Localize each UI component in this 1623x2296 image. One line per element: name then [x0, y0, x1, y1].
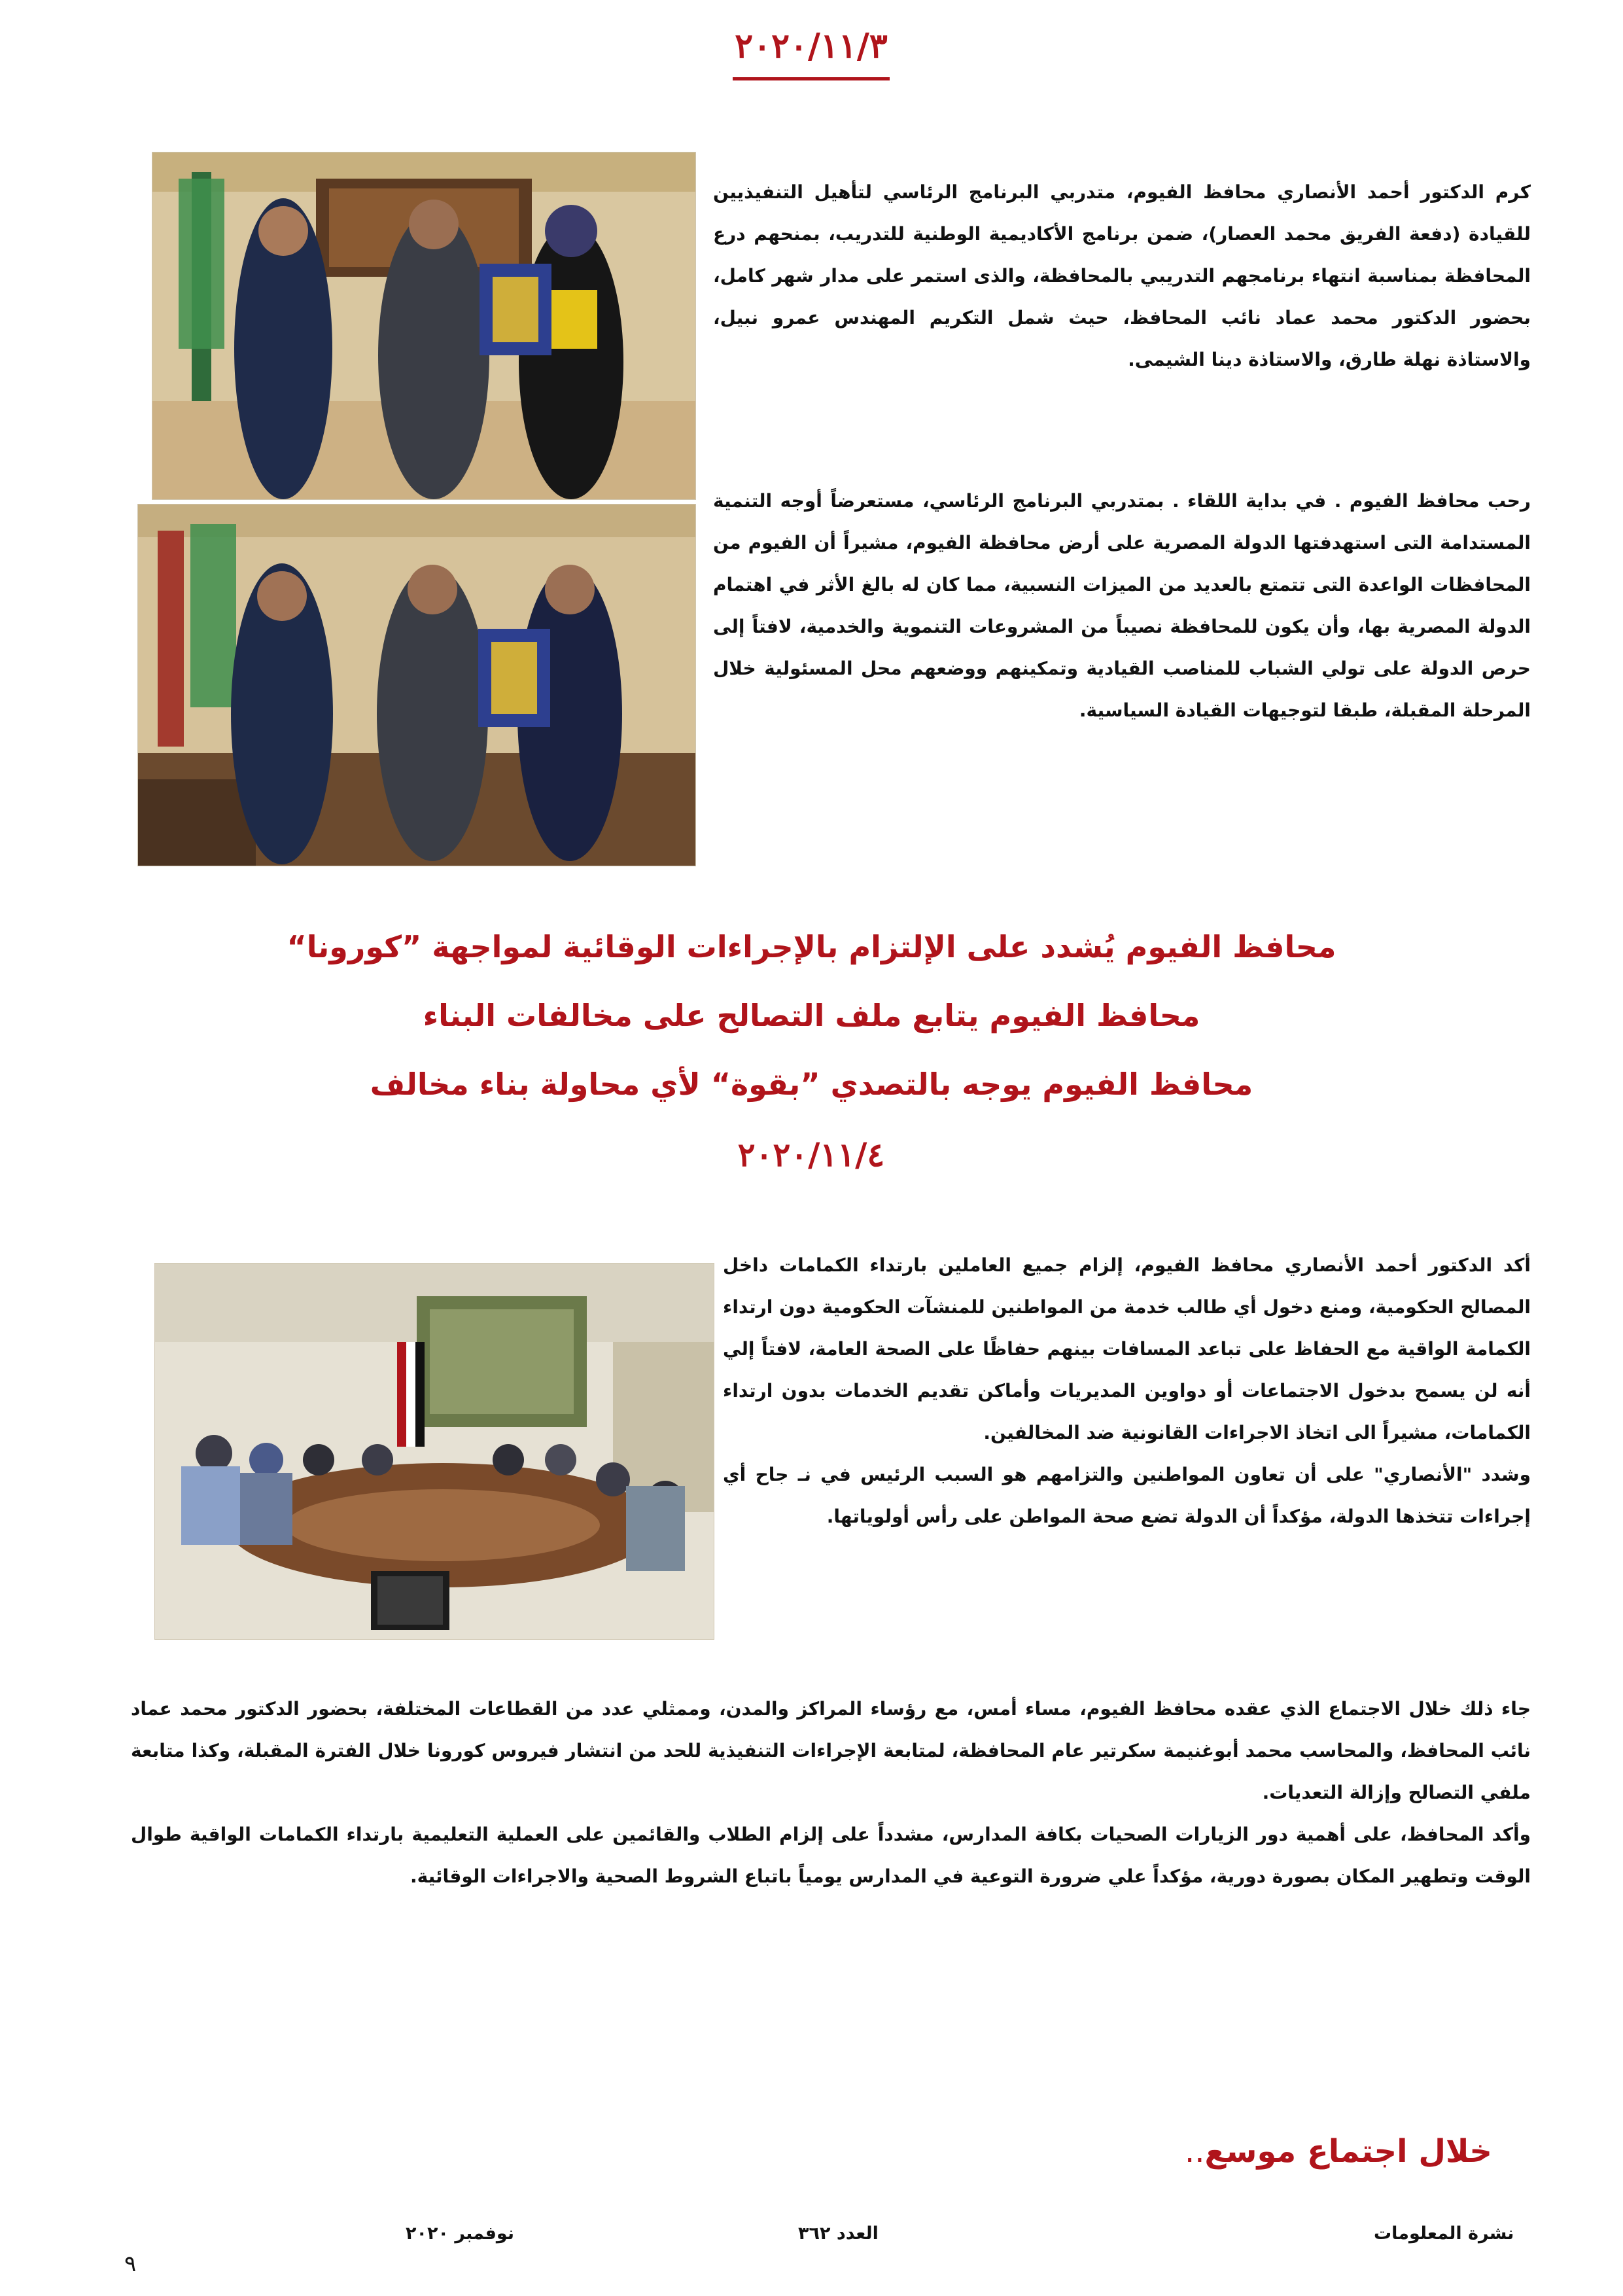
footer-publication: نشرة المعلومات: [1374, 2223, 1514, 2244]
article2-full-paragraph-1: جاء ذلك خلال الاجتماع الذي عقده محافظ الفيوم، مساء أمس، مع رؤساء المراكز والمدن، وممثلي عدد من القطاعات المختلفة، بحضور الدكتور محمد عماد نائب المحافظ، والمحاسب محمد أبوغنيمة سكرتير عام المحافظة، لمتابعة الإجراءات التنفيذية للحد من انتشار فيروس كورونا خلال الفترة المقبلة، وكذا متابعة ملفي التصالح وإزالة التعديات.: [131, 1698, 1531, 1803]
headline-3: محافظ الفيوم يوجه بالتصدي ”بقوة“ لأي محاولة بناء مخالف: [370, 1067, 1253, 1102]
footer-month: نوفمبر ٢٠٢٠: [406, 2223, 514, 2244]
article2-side-paragraph-2: وشدد "الأنصاري" على أن تعاون المواطنين والتزامهم هو السبب الرئيس في نـ جاح أي إجراءات تتخذها الدولة، مؤكداً أن الدولة تضع صحة المواطن على رأس أولوياتها.: [723, 1464, 1531, 1527]
headline-2: محافظ الفيوم يتابع ملف التصالح على مخالفات البناء: [423, 998, 1200, 1033]
article2-side-paragraph-1: أكد الدكتور أحمد الأنصاري محافظ الفيوم، إلزام جميع العاملين بارتداء الكمامات داخل المصالح الحكومية، ومنع دخول أي طالب خدمة من المواطنين للمنشآت الحكومية دون ارتداء الكمامة الواقية مع الحفاظ على تباعد المسافات بينهم حفاظًا على الصحة العامة، لافتاً إلي أنه لن يسمح بدخول الاجتماعات أو دواوين المديريات وأماكن تقديم الخدمات بدون ارتداء الكمامات، مشيراً الى اتخاذ الاجراءات القانونية ضد المخالفين.: [723, 1254, 1531, 1443]
article2-full-paragraph-2: وأكد المحافظ، على أهمية دور الزيارات الصحيات بكافة المدارس، مشدداً على إلزام الطلاب والقائمين على العملية التعليمية بارتداء الكمامات الواقية طوال الوقت وتطهير المكان بصورة دورية، مؤكداً علي ضرورة التوعية في المدارس يومياً باتباع الشروط الصحية والاجراءات الوقائية.: [131, 1824, 1531, 1887]
article2-side-text: [723, 1245, 1531, 1538]
article2-date: ٢٠٢٠/١١/٤: [737, 1135, 885, 1174]
article1-paragraph-1: كرم الدكتور أحمد الأنصاري محافظ الفيوم، متدربي البرنامج الرئاسي لتأهيل التنفيذيين للقيادة (دفعة الفريق محمد العصار)، ضمن برنامج الأكاديمية الوطنية للتدريب، بمنحهم درع المحافظة بمناسبة انتهاء برنامجهم التدريبي بالمحافظة، والذى استمر على مدار شهر كامل، بحضور الدكتور محمد عماد نائب المحافظ، حيث شمل التكريم المهندس عمرو نبيل، والاستاذة نهلة طارق، والاستاذة دينا الشيمى.: [713, 181, 1531, 370]
footer-issue: العدد ٣٦٢: [798, 2223, 879, 2244]
award-ceremony-photo-2: [137, 504, 696, 866]
section-title-dots: ..: [1184, 2133, 1205, 2170]
header-date: ٢٠٢٠/١١/٣: [735, 26, 888, 66]
article1-paragraph-2: رحب محافظ الفيوم . في بداية اللقاء . بمتدربي البرنامج الرئاسي، مستعرضاً أوجه التنمية المستدامة التى استهدفتها الدولة المصرية على أرض محافظة الفيوم، مشيراً أن الفيوم من المحافظات الواعدة التى تتمتع بالعديد من الميزات النسبية، مما كان له بالغ الأثر في اهتمام الدولة المصرية بها، وأن يكون للمحافظة نصيباً من المشروعات التنموية والخدمية، لافتاً إلى حرص الدولة على تولي الشباب للمناصب القيادية وتمكينهم ووضعهم محل المسئولية خلال المرحلة المقبلة، طبقا لتوجيهات القيادة السياسية.: [713, 490, 1531, 721]
award-ceremony-photo-1: [152, 152, 696, 500]
meeting-room-photo: [154, 1263, 714, 1640]
header-date-underline: [733, 77, 890, 80]
headline-1: محافظ الفيوم يُشدد على الإلتزام بالإجراءات الوقائية لمواجهة ”كورونا“: [287, 929, 1336, 964]
article2-full-text: [131, 1688, 1531, 1898]
section-title: [1185, 2133, 1492, 2170]
section-title-text: خلال اجتماع موسع: [1204, 2133, 1492, 2170]
page-number: ٩: [124, 2251, 137, 2277]
